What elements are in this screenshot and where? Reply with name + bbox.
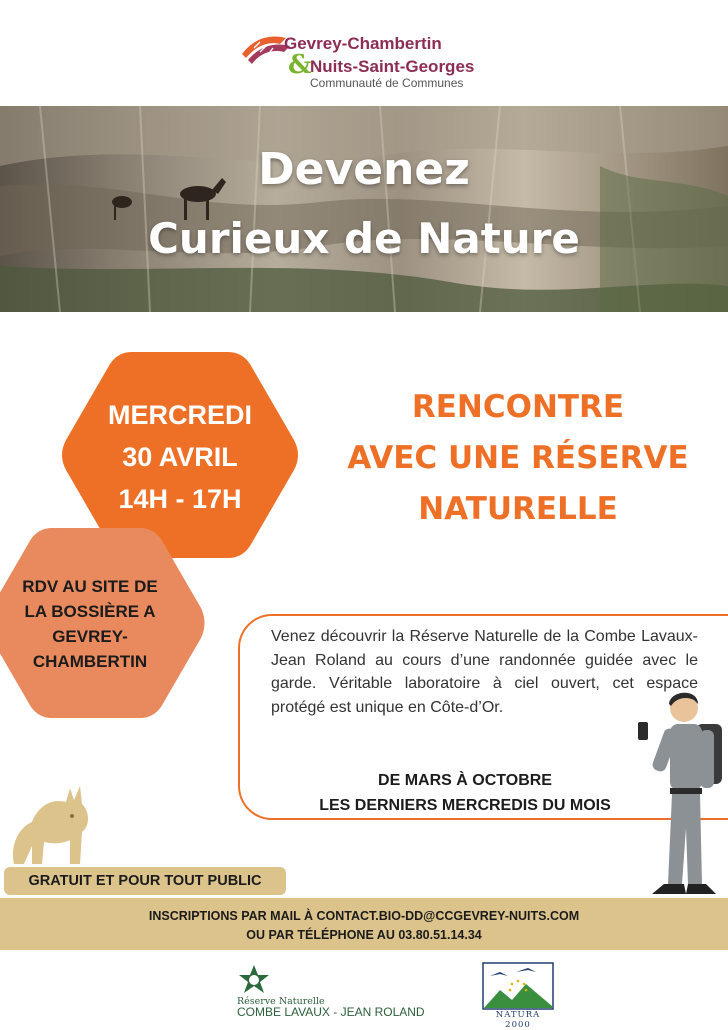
location-line2: LA BOSSIÈRE A [24,602,156,621]
banner-title-line2: Curieux de Nature [148,214,580,263]
logo-ampersand: & [288,50,312,80]
headline-line2: AVEC UNE RÉSERVE [347,440,689,476]
free-badge: GRATUIT ET POUR TOUT PUBLIC [4,867,286,895]
schedule-note [290,768,640,818]
description-text: Venez découvrir la Réserve Naturelle de la Combe Lavaux- Jean Roland au cours d’une randonnée guidée avec le garde. Véritable laboratoire à ciel ouvert, cet espace protégé est unique en Côte-d’Or. [271,628,698,716]
event-headline [318,382,718,535]
inscription-band [0,898,728,950]
lynx-illustration [4,776,96,866]
cliff-banner [0,106,728,312]
event-date: 30 AVRIL [122,442,238,472]
banner-title-line1: Devenez [258,144,470,195]
location-line4: CHAMBERTIN [32,652,148,671]
header-logo [236,26,506,92]
event-datetime [60,394,300,520]
months-line2: LES DERNIERS MERCREDIS DU MOIS [319,797,611,814]
event-day: MERCREDI [107,400,252,430]
inscription-phone[interactable]: OU PAR TÉLÉPHONE AU 03.80.51.14.34 [246,928,482,942]
event-time: 14H - 17H [118,484,242,514]
reserve-star-icon [236,964,272,998]
months-line1: DE MARS À OCTOBRE [378,772,552,789]
reserve-label-small: Réserve Naturelle [237,996,325,1007]
location-line3: GEVREY- [52,627,128,646]
natura-label: NATURA 2000 [495,1010,541,1030]
location-line1: RDV AU SITE DE [22,577,158,596]
logo-text-nuits: Nuits-Saint-Georges [310,57,475,76]
meeting-location [8,574,172,674]
reserve-label-big: COMBE LAVAUX - JEAN ROLAND [237,1005,425,1019]
cliff-photo [0,106,728,312]
headline-line3: NATURELLE [418,491,618,527]
inscription-email[interactable]: INSCRIPTIONS PAR MAIL À CONTACT.BIO-DD@CCGEVREY-NUITS.COM [148,909,580,923]
ranger-illustration [636,688,728,908]
logo-text-gevrey: Gevrey-Chambertin [284,34,442,53]
headline-line1: RENCONTRE [411,389,625,425]
logo-subtitle: Communauté de Communes [310,76,464,90]
